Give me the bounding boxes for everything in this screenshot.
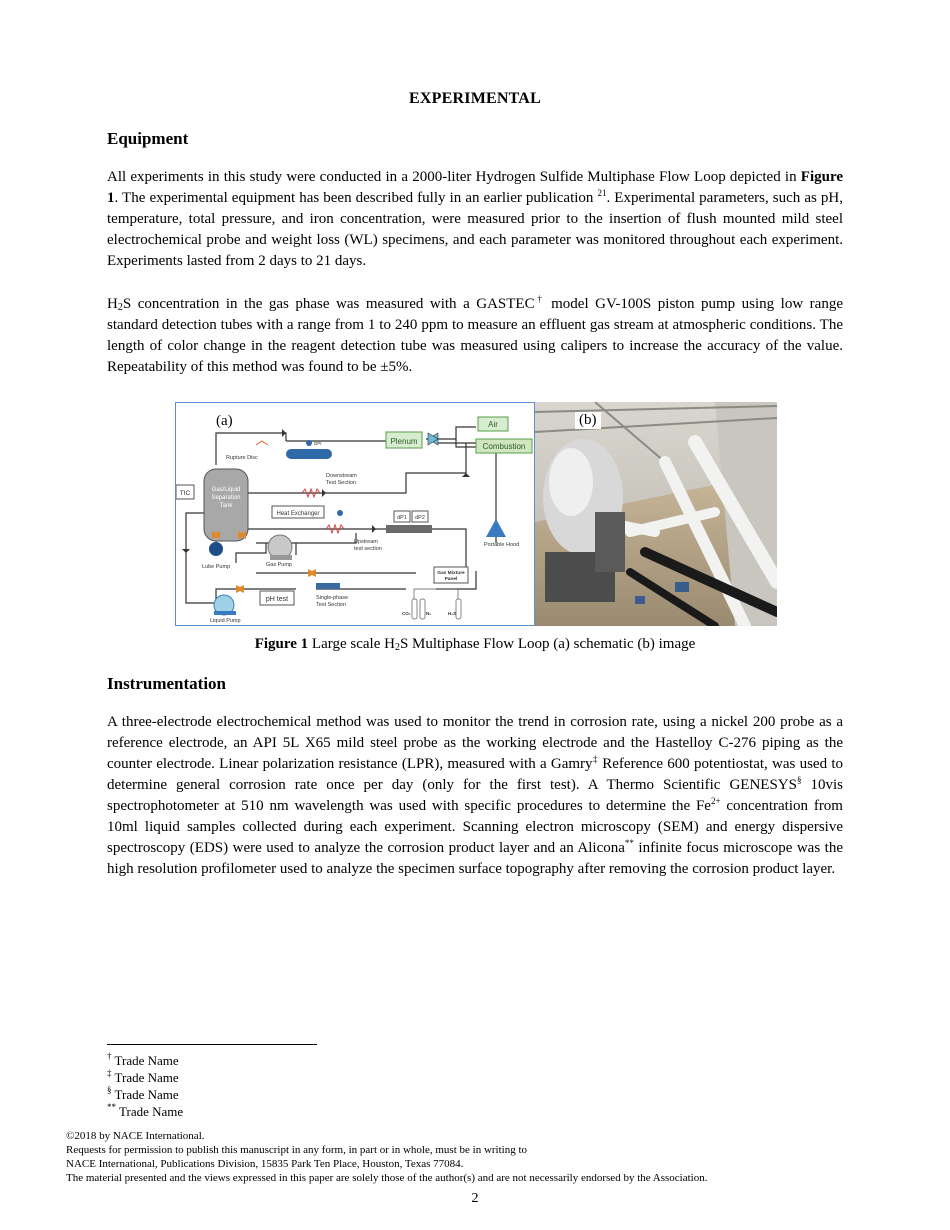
portable-hood	[486, 519, 506, 537]
citation-ref: 21	[597, 188, 607, 198]
dp1-label: dP1	[397, 515, 407, 521]
footnote-mark: **	[107, 1102, 116, 1112]
fe-charge: 2+	[710, 796, 721, 806]
rupture-disc-label: Rupture Disc	[226, 455, 258, 461]
upstream-test-section	[386, 525, 432, 533]
tic-label: TIC	[179, 490, 191, 497]
gas-mixture-label-2: Panel	[444, 577, 458, 582]
figure-reference: Figure 1	[107, 169, 843, 206]
instr-text-c: 10vis spectrophotometer at 510 nm wavelength was used with specific procedures to determine the Fe	[107, 777, 843, 814]
instr-text-e: infinite focus microscope was the high resolution profilometer used to analyze the specimen surface topography after removing the corrosion product layer.	[107, 840, 843, 877]
p2-h: H	[107, 296, 118, 312]
footnote-mark: §	[107, 1085, 112, 1095]
equipment-paragraph-2	[107, 294, 843, 378]
portable-hood-label: Portable Hood	[484, 542, 520, 548]
caption-subscript: 2	[394, 642, 400, 653]
footnote-mark: †	[107, 1051, 112, 1061]
ddagger-mark: ‡	[592, 754, 599, 764]
footnote-mark: ‡	[107, 1068, 112, 1078]
instr-text-b: Reference 600 potentiostat, was used to determine general corrosion rate once per day (only for the first test). A Thermo Scientific GENESYS	[107, 756, 844, 793]
single-phase-label-1: Single-phase	[316, 595, 349, 601]
footnote-rule	[107, 1044, 317, 1045]
instr-text-d: concentration from 10ml liquid samples collected during each experiment. Scanning electron microscopy (SEM) and energy dispersive spectroscopy (EDS) were used to analyze the corrosion product layer and an Alicona	[107, 798, 843, 856]
ph-test-label: pH test	[265, 596, 289, 603]
downstream-test-section-label: Test Section	[326, 480, 356, 486]
tank-label-3: Tank	[219, 503, 233, 509]
equipment-heading: Equipment	[107, 129, 189, 148]
page-number: 2	[471, 1191, 479, 1206]
gas-mixture-label-1: Gas Mixture	[437, 571, 465, 576]
p2-text-b: model GV-100S piston pump using low range standard detection tubes with a range from 1 to 240 ppm to measure an effluent gas stream at atmospheric conditions. The length of color change in the reagent detection tube was measured using calipers to increase the accuracy of the value. Repeatability of this method was found to be ±5%.	[107, 296, 843, 375]
flow-loop-photo-graphic	[535, 402, 777, 626]
dpi-vessel	[286, 449, 332, 459]
copyright-line-2: Requests for permission to publish this manuscript in any form, in part or in whole, must be in writing to	[66, 1144, 528, 1156]
liquid-pump-label: Liquid Pump	[210, 618, 241, 624]
single-phase-label-2: Test Section	[316, 602, 346, 608]
footnote-text: Trade Name	[111, 1053, 179, 1068]
footnote-text: Trade Name	[111, 1070, 179, 1085]
instrumentation-paragraph	[107, 712, 843, 880]
footnote-3	[107, 1087, 179, 1103]
co2-label: CO₂	[402, 611, 411, 616]
p1-text-a: All experiments in this study were conducted in a 2000-liter Hydrogen Sulfide Multiphase Flow Loop depicted in	[107, 169, 801, 185]
schematic-diagram	[176, 403, 534, 625]
downstream-label: Downstream	[326, 473, 357, 479]
panel-label-a: (a)	[212, 413, 237, 430]
footnote-1	[107, 1053, 179, 1069]
double-star-mark: **	[624, 838, 634, 848]
equipment-paragraph-1	[107, 167, 843, 272]
n2-label: N₂	[426, 611, 432, 616]
p1-text-c: . Experimental parameters, such as pH, temperature, total pressure, and iron concentration, were measured prior to the insertion of flush mounted mild steel electrochemical probe and weight loss (WL) specimens, and each parameter was monitored throughout each experiment. Experiments lasted from 2 days to 21 days.	[107, 190, 844, 269]
panel-label-b: (b)	[575, 412, 601, 429]
upstream-label: Upstream	[354, 539, 378, 545]
copyright-line-4: The material presented and the views expressed in this paper are solely those of the author(s) and are not necessarily endorsed by the Association.	[66, 1172, 708, 1184]
dpi-label: DPI	[314, 441, 322, 446]
lube-pump	[209, 542, 223, 556]
tank-label-2: Separation	[211, 495, 241, 501]
air-label: Air	[488, 420, 498, 429]
heat-exchanger-label: Heat Exchanger	[276, 511, 320, 517]
copyright-line-1: ©2018 by NACE International.	[66, 1130, 205, 1142]
h2s-label: H₂S	[448, 611, 457, 616]
plenum-label: Plenum	[390, 437, 418, 446]
figure-1	[175, 402, 777, 626]
instr-text-a: A three-electrode electrochemical method was used to monitor the trend in corrosion rate, using a nickel 200 probe as a reference electrode, an API 5L X65 mild steel probe as the working electrode and the Hastelloy C-276 piping as the counter electrode. Linear polarization resistance (LPR), measured with a Gamry	[107, 714, 843, 772]
figure-caption	[0, 636, 950, 653]
tank-label-1: Gas/Liquid	[211, 487, 241, 493]
p2-text-a: S concentration in the gas phase was measured with a GASTEC	[122, 296, 535, 312]
footnote-2	[107, 1070, 179, 1086]
p1-text-b: . The experimental equipment has been described fully in an earlier publication	[114, 190, 598, 206]
flow-loop-photo	[535, 402, 777, 626]
caption-text-b: S Multiphase Flow Loop (a) schematic (b) image	[399, 636, 696, 652]
caption-label: Figure 1	[254, 636, 309, 652]
copyright-line-3: NACE International, Publications Division, 15835 Park Ten Place, Houston, Texas 77084.	[66, 1158, 464, 1170]
lube-pump-label: Lube Pump	[202, 564, 231, 570]
flow-loop-schematic	[175, 402, 535, 626]
gas-pump-label: Gas Pump	[266, 562, 292, 568]
upstream-test-section-label: test section	[354, 546, 382, 552]
combustion-label: Combustion	[482, 442, 526, 451]
p2-subscript: 2	[117, 302, 123, 313]
caption-text-a: Large scale H	[308, 636, 395, 652]
dp2-label: dP2	[415, 515, 425, 521]
footnote-4	[107, 1104, 183, 1120]
footnote-text: Trade Name	[111, 1087, 179, 1102]
footnote-text: Trade Name	[116, 1104, 184, 1119]
instrumentation-heading: Instrumentation	[107, 674, 227, 693]
section-mark: §	[796, 775, 802, 785]
section-title: EXPERIMENTAL	[409, 90, 541, 107]
dagger-mark: †	[534, 294, 545, 304]
